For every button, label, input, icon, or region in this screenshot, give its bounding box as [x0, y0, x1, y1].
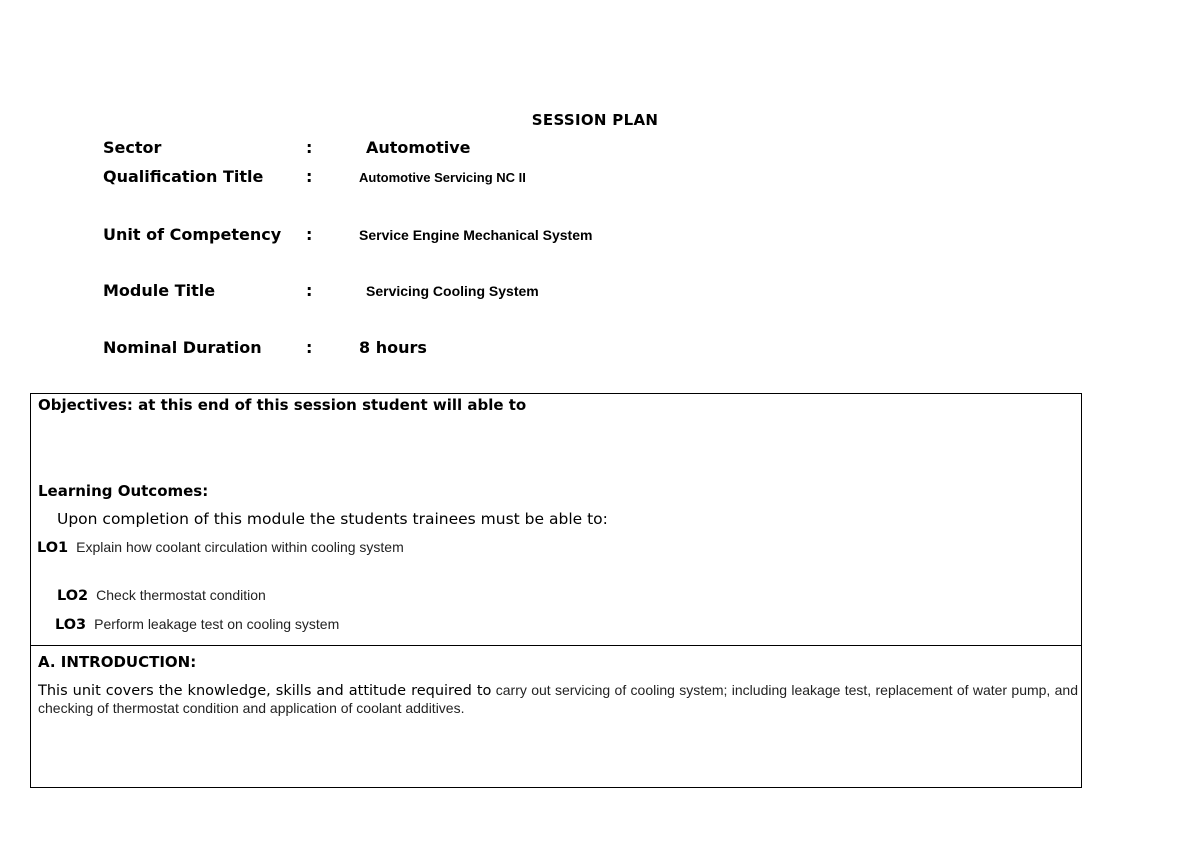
- learning-outcome-item: [37, 539, 404, 556]
- field-value: Automotive: [366, 138, 471, 157]
- field-colon: :: [306, 138, 313, 157]
- field-sector: [0, 138, 1200, 160]
- learning-outcomes-heading: Learning Outcomes:: [38, 482, 209, 500]
- field-value: Servicing Cooling System: [366, 283, 539, 299]
- field-label: Module Title: [103, 281, 216, 300]
- field-value: Service Engine Mechanical System: [359, 227, 593, 243]
- learning-outcome-tag: LO2: [57, 588, 89, 604]
- field-colon: :: [306, 281, 313, 300]
- field-nominal-duration: [0, 338, 1200, 360]
- field-value: Automotive Servicing NC II: [359, 170, 526, 185]
- introduction-box: [30, 645, 1082, 788]
- learning-outcome-tag: LO1: [37, 540, 69, 556]
- learning-outcome-item: [57, 587, 266, 604]
- objectives-box: [30, 393, 1082, 646]
- field-colon: :: [306, 225, 313, 244]
- page-title: SESSION PLAN: [531, 111, 659, 129]
- learning-outcome-item: [55, 616, 339, 633]
- introduction-lead: This unit covers the knowledge, skills and attitude required to: [38, 683, 492, 699]
- field-label: Qualification Title: [103, 167, 264, 186]
- introduction-heading: A. INTRODUCTION:: [38, 653, 197, 671]
- introduction-text: [38, 682, 1078, 718]
- field-qualification-title: [0, 167, 1200, 189]
- learning-outcome-tag: LO3: [55, 617, 87, 633]
- field-value: 8 hours: [359, 338, 427, 357]
- field-label: Sector: [103, 138, 162, 157]
- field-label: Unit of Competency: [103, 225, 282, 244]
- field-module-title: [0, 281, 1200, 303]
- learning-outcome-text: Explain how coolant circulation within cooling system: [76, 539, 404, 555]
- field-colon: :: [306, 167, 313, 186]
- introduction-rest: carry out servicing of cooling system; including leakage test, replacement of water pump, and checking of thermostat condition and application of coolant additives.: [38, 682, 1079, 716]
- learning-outcome-text: Check thermostat condition: [96, 587, 266, 603]
- learning-outcomes-intro: Upon completion of this module the students trainees must be able to:: [57, 510, 608, 528]
- field-label: Nominal Duration: [103, 338, 262, 357]
- objectives-heading: Objectives: at this end of this session student will able to: [38, 396, 527, 414]
- field-colon: :: [306, 338, 313, 357]
- learning-outcome-text: Perform leakage test on cooling system: [94, 616, 340, 632]
- field-unit-of-competency: [0, 225, 1200, 247]
